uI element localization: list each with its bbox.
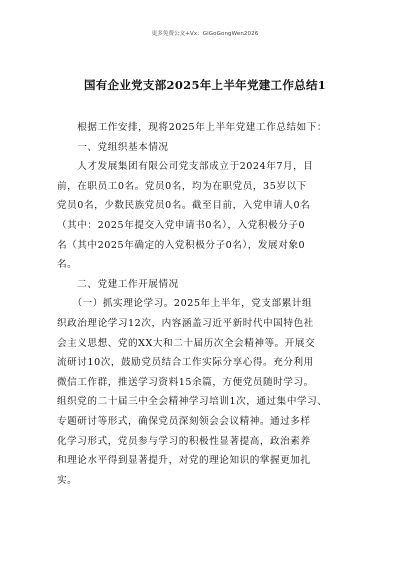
body-line: 和理论水平得到显著提升，对党的理论知识的掌握更加扎	[57, 455, 311, 467]
body-line: 名（其中2025年确定的入党积极分子0名），发展对象0	[57, 239, 306, 251]
body-line-intro: 根据工作安排，现将2025年上半年党建工作总结如下：	[57, 122, 328, 133]
body-line: 化学习形式，党员参与学习的积极性显著提高，政治素养	[57, 435, 311, 447]
body-line: 实。	[57, 474, 78, 486]
body-line: （一）抓实理论学习。2025年上半年，党支部累计组	[57, 298, 313, 310]
body-line: 微信工作群，推送学习资料15余篇，方便党员随时学习。	[57, 376, 314, 388]
document-title: 国有企业党支部2025年上半年党建工作总结1	[83, 78, 327, 92]
body-line: （其中：2025年提交入党申请书0名），入党积极分子0	[57, 219, 306, 231]
body-line: 专题研讨等形式，确保党员深刻领会会议精神。通过多样	[57, 415, 311, 427]
body-line: 名。	[57, 259, 78, 271]
header-watermark: 更多免费公文+Vx：GiGoGongWen2026	[151, 31, 259, 37]
section-heading-basic-info: 一、党组织基本情况	[57, 141, 169, 153]
document-body	[57, 118, 353, 490]
section-heading-work-progress: 二、党建工作开展情况	[57, 278, 179, 290]
body-line: 流研讨10次，鼓励党员结合工作实际分享心得。充分利用	[57, 357, 314, 369]
body-line: 人才发展集团有限公司党支部成立于2024年7月，目	[57, 161, 314, 173]
body-line: 党员0名，少数民族党员0名。截至目前，入党申请人0名	[57, 200, 311, 212]
body-line: 会主义思想、党的XX大和二十届历次全会精神等。开展交	[57, 337, 316, 349]
body-line: 组织党的二十届三中全会精神学习培训1次，通过集中学习、	[57, 396, 328, 408]
body-line: 织政治理论学习12次，内容涵盖习近平新时代中国特色社	[57, 317, 314, 329]
body-line: 前，在职员工0名。党员0名，均为在职党员，35岁以下	[57, 180, 307, 192]
